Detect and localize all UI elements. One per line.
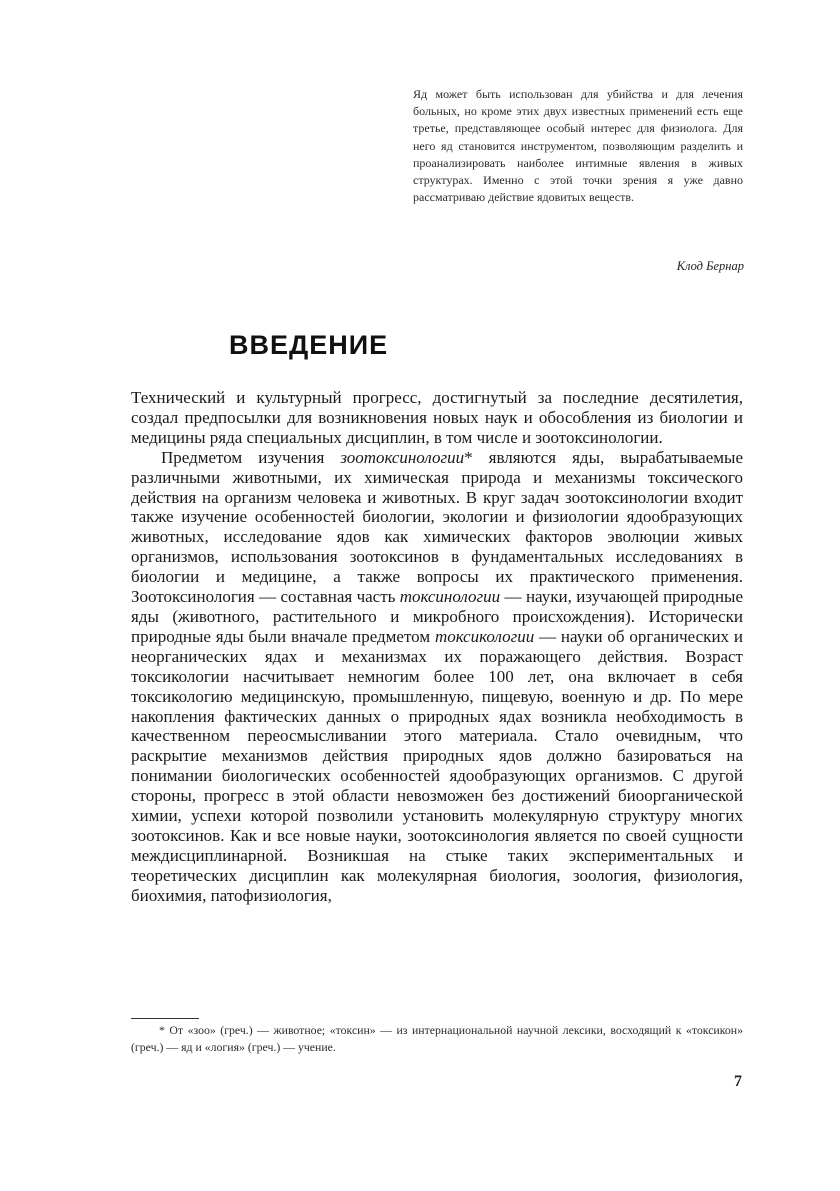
paragraph-2-part-c: — науки, изучающей природные яды (животного, растительного и микробного происхождения). Исторически природные яды были вначале предметом [131,587,744,646]
term-zootoxinology: зоотоксинологии [340,447,465,467]
footnote-divider [131,1018,199,1019]
epigraph [413,86,743,206]
term-toxinology: токсинологии [399,587,501,607]
epigraph-text: Яд может быть использован для убийства и для лечения больных, но кроме этих двух известных применений есть еще третье, представляющее особый интерес для физиолога. Для него яд становится инструментом, позволяющим разделить и проанализировать наиболее интимные явления в живых структурах. Именно с этой точки зрения я уже давно рассматриваю действие ядовитых веществ. [413,87,743,205]
paragraph-1: Технический и культурный прогресс, достигнутый за последние десятилетия, создал предпосылки для возникновения новых наук и обособления из биологии и медицины ряда специальных дисциплин, в том числе и зоотоксинологии. [131,388,743,447]
paragraph-2-part-a: Предметом изучения [161,447,341,467]
page-number: 7 [734,1073,742,1090]
epigraph-author: Клод Бернар [676,259,744,273]
footnote: * От «зоо» (греч.) — животное; «токсин» — из интернациональной научной лексики, восходящий к «токсикон» (греч.) — яд и «логия» (греч.) — учение. [131,1023,743,1054]
term-toxicology: токсикологии [434,626,535,646]
body-text [131,388,743,906]
paragraph-2 [131,448,743,906]
chapter-title: ВВЕДЕНИЕ [229,330,389,360]
paragraph-2-part-b: * являются яды, вырабатываемые различными животными, их химическая природа и механизмы токсического действия на организм человека и животных. В круг задач зоотоксинологии входит также изучение особенностей биологии, экологии и физиологии ядообразующих животных, исследование ядов как химических факторов эволюции живых организмов, использования зоотоксинов в фундаментальных исследованиях в биологии и медицине, а также вопросы их практического применения. Зоотоксинология — составная часть [131,447,743,607]
paragraph-2-part-d: — науки об органических и неорганических ядах и механизмах их поражающего действия. Возраст токсикологии насчитывает немногим более 100 лет, она включает в себя токсикологию медицинскую, промышленную, пищевую, военную и др. По мере накопления фактических данных о природных ядах возникла необходимость в качественном переосмысливании этого материала. Стало очевидным, что раскрытие механизмов действия природных ядов должно базироваться на понимании биологических особенностей ядообразующих организмов. С другой стороны, прогресс в этой области невозможен без достижений биоорганической химии, успехи которой позволили установить молекулярную структуру многих зоотоксинов. Как и все новые науки, зоотоксинология является по своей сущности междисциплинарной. Возникшая на стыке таких экспериментальных и теоретических дисциплин как молекулярная биология, зоология, физиология, биохимия, патофизиология, [131,626,743,905]
